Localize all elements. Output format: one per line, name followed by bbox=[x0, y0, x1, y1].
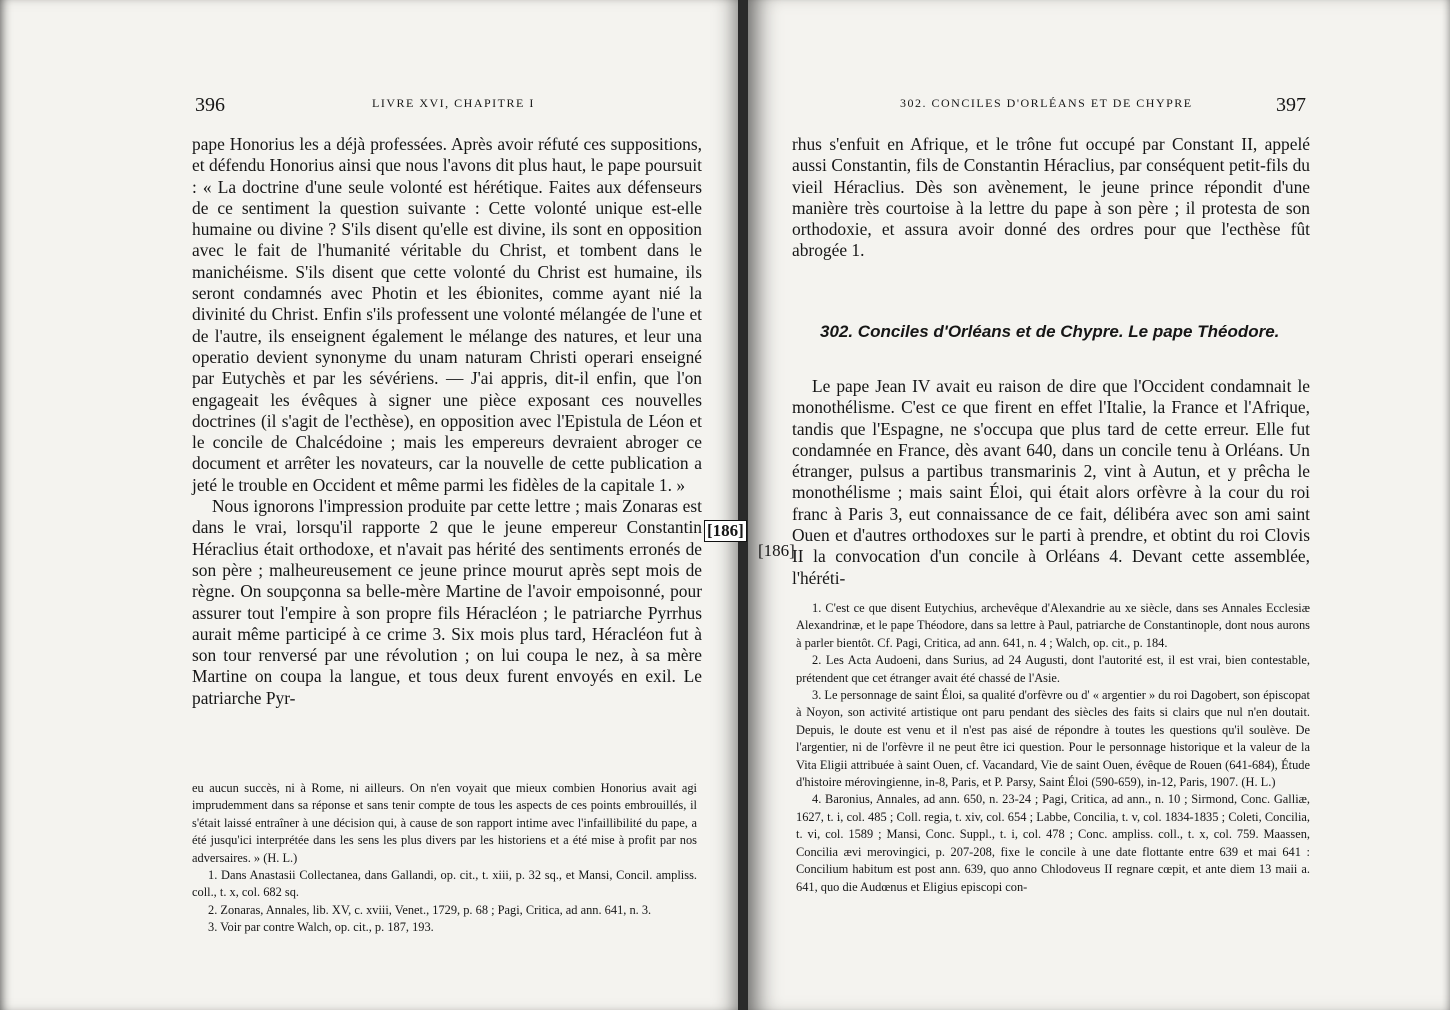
footnote: 2. Les Acta Audoeni, dans Surius, ad 24 Augusti, dont l'autorité est, il est vrai, bien contestable, prétendent que cet étranger avait été chassé de l'Asie. bbox=[796, 653, 1310, 685]
running-header-left: LIVRE XVI, CHAPITRE I bbox=[372, 96, 535, 110]
footnote: 2. Zonaras, Annales, lib. XV, c. xviii, Venet., 1729, p. 68 ; Pagi, Critica, ad ann. 641, n. 3. bbox=[208, 902, 652, 917]
paragraph: pape Honorius les a déjà professées. Après avoir réfuté ces suppositions, et défendu Honorius ainsi que nous l'avons dit plus haut, le pape poursuit : « La doctrine d'une seule volonté est hérétique. Faites aux défenseurs de ce sentiment la question suivante : Cette volonté unique est-elle humaine ou divine ? S'ils disent qu'elle est divine, ils sont en opposition avec le fait de l'humanité véritable du Christ, et tombent dans le manichéisme. S'ils disent que cette volonté du Christ est humaine, ils seront condamnés avec Photin et les ébionites, comme ayant nié la divinité du Christ. Enfin s'ils professent une volonté mélangée de l'une et de l'autre, ils enseignent également le mélange des natures, et leur una operatio devient synonyme du unam naturam Christi operari enseigné par Eutychès et par les sévériens. — J'ai appris, dit-il enfin, que l'on engageait les évêques à signer une pièce exposant ces nouvelles doctrines (il s'agit de l'ecthèse), en opposition avec l'Epistula de Léon et le concile de Chalcédoine ; mais les empereurs devraient abroger ce document et arrêter les novateurs, car la nouvelle de cette publication a jeté le trouble en Occident et même parmi les fidèles de la capitale 1. » bbox=[192, 134, 702, 495]
footnotes-left bbox=[192, 780, 697, 937]
footnotes-right bbox=[796, 600, 1310, 896]
page-number-left: 396 bbox=[195, 94, 225, 116]
footnote: 4. Baronius, Annales, ad ann. 650, n. 23-24 ; Pagi, Critica, ad ann., n. 10 ; Sirmond, Conc. Galliæ, 1627, t. i, col. 485 ; Coll. regia, t. xiv, col. 654 ; Labbe, Concilia, t. v, col. 1834-1835 ; Coleti, Concilia, t. vi, col. 1589 ; Mansi, Conc. Suppl., t. i, col. 478 ; Conc. ampliss. coll., t. x, col. 759. Maassen, Concilia ævi merovingici, p. 207-208, fixe le concile à une date flottante entre 639 et mai 641 : Concilium habitum est post ann. 639, quo anno Chlodoveus II regnare cœpit, et ante diem 13 maii a. 641, quo die Audœnus et Eligius episcopi con- bbox=[796, 792, 1310, 894]
intro-text-right bbox=[792, 134, 1310, 262]
footnote: 1. C'est ce que disent Eutychius, archevêque d'Alexandrie au xe siècle, dans ses Annales Ecclesiæ Alexandrinæ, et le pape Théodore, dans sa lettre à Paul, patriarche de Constantinople, dont nous aurons à parler bientôt. Cf. Pagi, Critica, ad ann. 641, n. 4 ; Walch, op. cit., p. 184. bbox=[796, 601, 1310, 650]
footnote: 3. Le personnage de saint Éloi, sa qualité d'orfèvre ou d' « argentier » du roi Dagobert, son épiscopat à Noyon, son activité artistique ont paru pendant des siècles des faits si clairs que nul n'en doutait. Depuis, le doute est venu et il n'est pas aisé de répondre à toutes les questions qu'il soulève. De l'argentier, ni de l'orfèvre il ne peut être ici question. Pour le personnage historique et la valeur de la Vita Eligii attribuée à saint Ouen, cf. Vacandard, Vie de saint Ouen, évêque de Rouen (641-684), Étude d'histoire mérovingienne, in-8, Paris, et P. Parsy, Saint Éloi (590-659), in-12, Paris, 1907. (H. L.) bbox=[796, 688, 1310, 790]
page-marker-boxed: [186] bbox=[704, 520, 747, 542]
section-title: 302. Conciles d'Orléans et de Chypre. Le pape Théodore. bbox=[820, 322, 1280, 341]
paragraph: Le pape Jean IV avait eu raison de dire que l'Occident condamnait le monothélisme. C'est ce que firent en effet l'Italie, la France et l'Afrique, tandis que l'Espagne, ne s'occupa que plus tard de cette erreur. Elle fut condamnée en France, dès avant 640, dans un concile tenu à Orléans. Un étranger, pulsus a partibus transmarinis 2, vint à Autun, et y prêcha le monothélisme ; mais saint Éloi, qui était alors orfèvre à la cour du roi franc à Paris 3, eut connaissance de ce fait, délibéra avec son ami saint Ouen et d'autres orthodoxes sur le parti à prendre, et obtint du roi Clovis II la convocation d'un concile à Orléans 4. Devant cette assemblée, l'héréti- bbox=[792, 376, 1310, 588]
footnote: eu aucun succès, ni à Rome, ni ailleurs. On n'en voyait que mieux combien Honorius avait agi imprudemment dans sa réponse et sans tenir compte de tous les aspects de ces points embrouillés, il s'était laissé entraîner à une décision qui, à cause de son rapport intime avec l'infaillibilité du pape, a été jusqu'ici interprétée dans les sens les plus divers par les historiens et a été mise à profit par nos adversaires. » (H. L.) bbox=[192, 781, 697, 865]
page-number-right: 397 bbox=[1276, 94, 1306, 116]
footnote: 3. Voir par contre Walch, op. cit., p. 187, 193. bbox=[208, 920, 434, 935]
main-text-left bbox=[192, 134, 702, 709]
section-text-right bbox=[792, 376, 1310, 589]
paragraph: rhus s'enfuit en Afrique, et le trône fut occupé par Constant II, appelé aussi Constantin, fils de Constantin Héraclius, par conséquent petit-fils du vieil Héraclius. Dès son avènement, le jeune prince répondit d'une manière très courtoise à la lettre du pape à son père ; il protesta de son orthodoxie, et assura avoir donné des ordres pour que l'ecthèse fût abrogée 1. bbox=[792, 134, 1310, 261]
footnote: 1. Dans Anastasii Collectanea, dans Gallandi, op. cit., t. xiii, p. 32 sq., et Mansi, Concil. ampliss. coll., t. x, col. 682 sq. bbox=[192, 868, 697, 900]
paragraph: Nous ignorons l'impression produite par cette lettre ; mais Zonaras est dans le vrai, lorsqu'il rapporte 2 que le jeune empereur Constantin Héraclius était orthodoxe, et n'avait pas hérité des sentiments erronés de son père ; malheureusement ce jeune prince mourut après sept mois de règne. On soupçonna sa belle-mère Martine de l'avoir empoisonné, pour assurer tout l'empire à son propre fils Héracléon ; le patriarche Pyrrhus aurait même participé à ce crime 3. Six mois plus tard, Héracléon fut à son tour renversé par une révolution ; on lui coupa le nez, à sa mère Martine on coupa la langue, et tous deux furent envoyés en exil. Le patriarche Pyr- bbox=[192, 496, 702, 708]
running-header-right: 302. CONCILES D'ORLÉANS ET DE CHYPRE bbox=[900, 96, 1193, 110]
page-marker-plain: [186] bbox=[758, 541, 795, 560]
